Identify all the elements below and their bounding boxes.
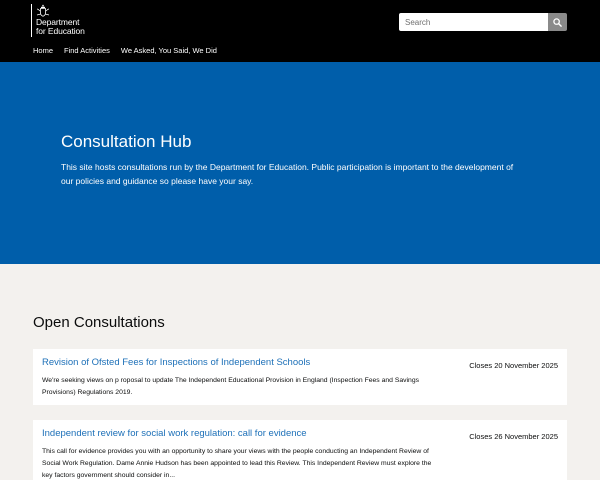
consultation-description: We're seeking views on p roposal to update The Independent Educational Provision in England (Inspection Fees and Savings Provisions) Regulations 2019. <box>42 377 420 396</box>
section-title: Open Consultations <box>33 314 165 331</box>
main-nav <box>33 46 217 55</box>
closing-date: Closes 20 November 2025 <box>469 361 558 370</box>
royal-crest-icon <box>36 4 50 17</box>
site-header <box>0 0 600 62</box>
search-icon <box>553 18 562 27</box>
search-button[interactable] <box>548 13 567 31</box>
search-input[interactable] <box>399 13 548 31</box>
hero-banner <box>0 62 600 264</box>
nav-we-asked-you-said-we-did[interactable]: We Asked, You Said, We Did <box>120 46 217 55</box>
consultation-description: This call for evidence provides you with an opportunity to share your views with the people conducting an Independent Review of Social Work Regulation. Dame Annie Hudson has been appointed to lead this Review. This Independent Review must explore the key factors government should consider in... <box>42 448 432 479</box>
nav-find-activities[interactable]: Find Activities <box>64 46 110 55</box>
hero-description: This site hosts consultations run by the Department for Education. Public participation is important to the development of our policies and guidance so please have your say. <box>61 162 514 186</box>
logo-rule <box>31 4 32 37</box>
search-form <box>399 13 567 31</box>
consultation-title-link[interactable]: Independent review for social work regulation: call for evidence <box>42 428 307 439</box>
page-title: Consultation Hub <box>61 132 192 151</box>
logo-text-line1: Department <box>36 17 80 27</box>
closing-date: Closes 26 November 2025 <box>469 432 558 441</box>
consultation-card <box>33 349 567 405</box>
logo-text-line2: for Education <box>36 26 85 36</box>
consultation-title-link[interactable]: Revision of Ofsted Fees for Inspections of Independent Schools <box>42 357 311 368</box>
nav-home[interactable]: Home <box>33 46 54 55</box>
dfe-logo[interactable] <box>31 4 85 37</box>
consultation-card <box>33 420 567 480</box>
